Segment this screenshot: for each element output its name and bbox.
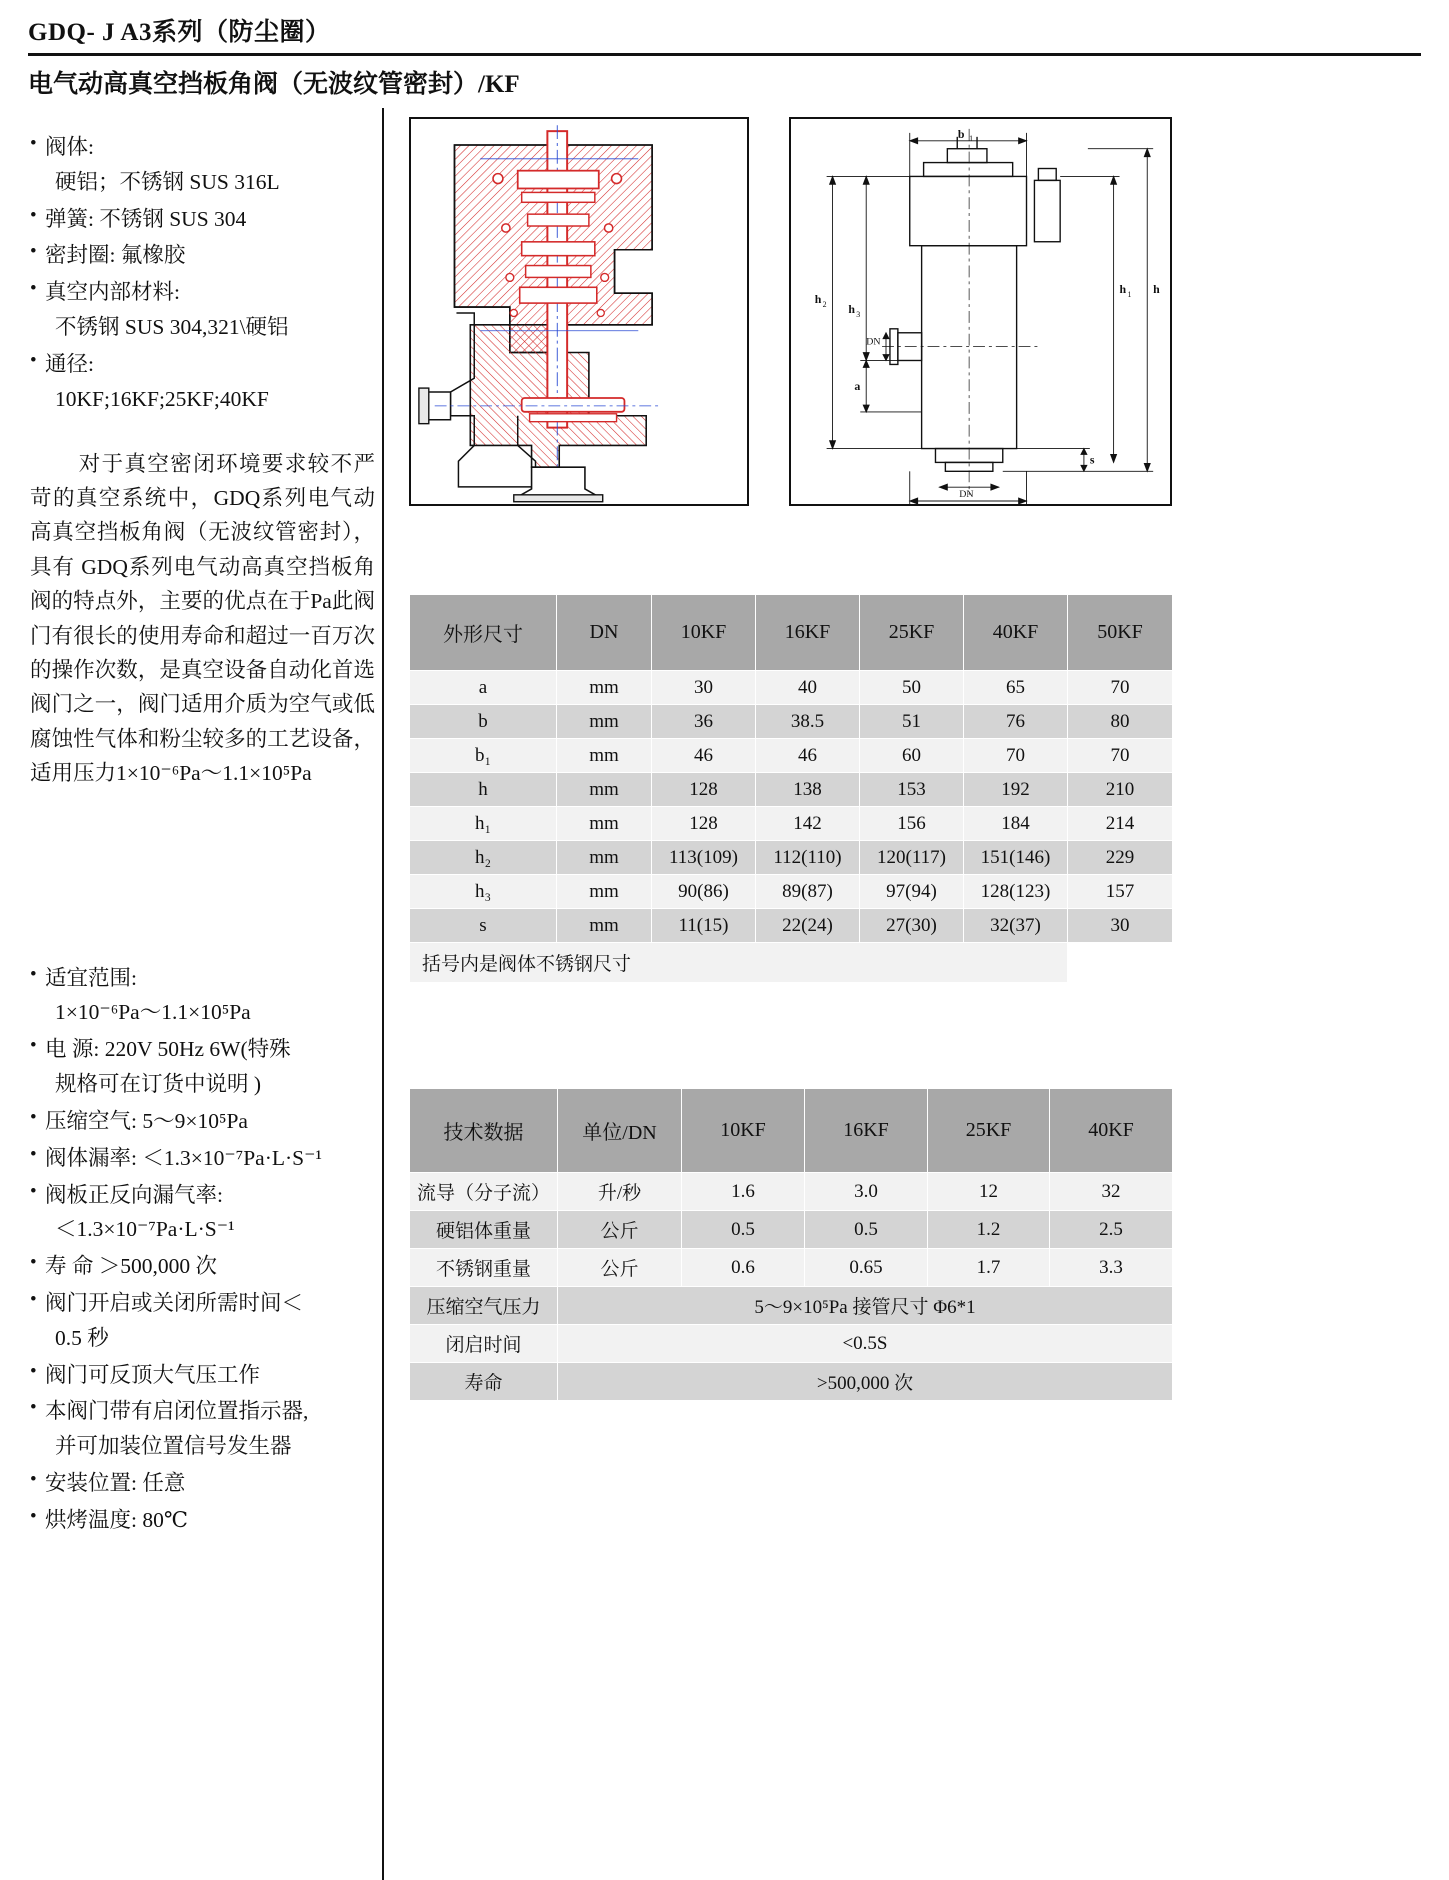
- cell-value: 156: [860, 807, 964, 841]
- cell-value: 30: [652, 671, 756, 705]
- cell-value: 46: [652, 739, 756, 773]
- description-text: 对于真空密闭环境要求较不严苛的真空系统中，GDQ系列电气动高真空挡板角阀（无波纹管密封），具有 GDQ系列电气动高真空挡板角阀的特点外，主要的优点在于Pa此阀门有很长的使用寿命和超过一百万次的操作次数，是真空设备自动化首选阀门之一，阀门适用介质为空气或低腐蚀性气体和粉尘较多的工艺设备，适用压力1×10⁻⁶Pa～1.1×10⁵Pa: [30, 451, 375, 786]
- list-item: [30, 347, 375, 417]
- spec-label: 适宜范围:: [45, 965, 137, 990]
- cell-value: 50: [860, 671, 964, 705]
- note-blank-cell: [1068, 943, 1173, 983]
- cell-value: 128(123): [964, 875, 1068, 909]
- svg-text:h: h: [814, 292, 822, 307]
- col-header-50kf: 50KF: [1068, 595, 1173, 671]
- col-header-name: 外形尺寸: [410, 595, 557, 671]
- cell-value: 80: [1068, 705, 1173, 739]
- valve-cross-section-drawing: [409, 117, 749, 506]
- table-row: [410, 705, 1173, 739]
- table-row: [410, 773, 1173, 807]
- cell-unit: mm: [557, 909, 652, 943]
- table-row: [410, 875, 1173, 909]
- col-header-unit: DN: [557, 595, 652, 671]
- table-row: [410, 1249, 1173, 1287]
- list-item: [30, 275, 375, 345]
- spec-label: 电 源: 220V 50Hz 6W(特殊: [45, 1037, 291, 1062]
- cell-unit: mm: [557, 875, 652, 909]
- cell-value: 2.5: [1050, 1211, 1173, 1249]
- cell-value: 184: [964, 807, 1068, 841]
- spec-label: 安装位置: 任意: [45, 1471, 186, 1496]
- list-item: [30, 202, 375, 237]
- product-description: [30, 447, 375, 791]
- cell-value: 89(87): [756, 875, 860, 909]
- table-row: [410, 807, 1173, 841]
- cell-value: 0.5: [805, 1211, 928, 1249]
- cell-unit: mm: [557, 841, 652, 875]
- cell-value: 229: [1068, 841, 1173, 875]
- svg-text:s: s: [1089, 452, 1095, 467]
- cell-unit: mm: [557, 739, 652, 773]
- spec-label: 阀门可反顶大气压工作: [45, 1362, 261, 1387]
- cell-unit: mm: [557, 807, 652, 841]
- list-item: [30, 1466, 375, 1501]
- spec-label: 通径:: [45, 351, 94, 376]
- cell-value-span: 5～9×10⁵Pa 接管尺寸 Φ6*1: [558, 1287, 1173, 1325]
- cell-value: 157: [1068, 875, 1173, 909]
- svg-text:h: h: [848, 301, 856, 316]
- cell-value: 3.3: [1050, 1249, 1173, 1287]
- svg-text:2: 2: [822, 300, 827, 310]
- cell-value: 60: [860, 739, 964, 773]
- row-label: b: [410, 705, 557, 739]
- row-label: 压缩空气压力: [410, 1287, 558, 1325]
- table-header-row: [410, 1089, 1173, 1173]
- cell-value-span: <0.5S: [558, 1325, 1173, 1363]
- row-label: h₁: [410, 807, 557, 841]
- spec-label: 阀体:: [45, 135, 94, 159]
- row-label: 寿命: [410, 1363, 558, 1401]
- row-label: s: [410, 909, 557, 943]
- cell-value: 210: [1068, 773, 1173, 807]
- column-divider: [382, 108, 384, 1880]
- spec-label: 阀门开启或关闭所需时间＜: [45, 1290, 304, 1315]
- cell-value: 0.5: [682, 1211, 805, 1249]
- cell-value: 120(117): [860, 841, 964, 875]
- spec-detail: 不锈钢 SUS 304,321\硬铝: [55, 315, 289, 340]
- cell-value: 0.6: [682, 1249, 805, 1287]
- cell-value: 46: [756, 739, 860, 773]
- page-header: [28, 12, 1421, 100]
- cell-value: 214: [1068, 807, 1173, 841]
- table-row: [410, 1287, 1173, 1325]
- col-header-10kf: 10KF: [682, 1089, 805, 1173]
- table-row: [410, 1211, 1173, 1249]
- cell-unit: mm: [557, 671, 652, 705]
- spec-detail: 1×10⁻⁶Pa～1.1×10⁵Pa: [55, 1000, 251, 1025]
- cell-value: 70: [964, 739, 1068, 773]
- col-header-25kf: 25KF: [860, 595, 964, 671]
- page-title-sub: 电气动高真空挡板角阀（无波纹管密封）/KF: [28, 71, 520, 98]
- spec-detail: ＜1.3×10⁻⁷Pa·L·S⁻¹: [55, 1217, 235, 1242]
- cell-unit: mm: [557, 705, 652, 739]
- row-label: 流导（分子流）: [410, 1173, 558, 1211]
- table-row: [410, 1363, 1173, 1401]
- list-item: [30, 1249, 375, 1284]
- cell-value: 1.6: [682, 1173, 805, 1211]
- row-label: 闭启时间: [410, 1325, 558, 1363]
- cell-value: 27(30): [860, 909, 964, 943]
- table-row: [410, 841, 1173, 875]
- cell-value: 12: [928, 1173, 1050, 1211]
- cell-value: 32(37): [964, 909, 1068, 943]
- list-item: [30, 130, 375, 200]
- col-header-40kf: 40KF: [1050, 1089, 1173, 1173]
- svg-text:DN: DN: [959, 489, 974, 501]
- cell-value: 3.0: [805, 1173, 928, 1211]
- spec-label: 密封圈: 氟橡胶: [45, 243, 186, 268]
- col-header-16kf: 16KF: [805, 1089, 928, 1173]
- list-item: [30, 1394, 375, 1464]
- cell-value-span: >500,000 次: [558, 1363, 1173, 1401]
- cell-value: 142: [756, 807, 860, 841]
- row-label: 硬铝体重量: [410, 1211, 558, 1249]
- row-label: b₁: [410, 739, 557, 773]
- cell-value: 76: [964, 705, 1068, 739]
- cell-value: 153: [860, 773, 964, 807]
- cell-unit: 公斤: [558, 1211, 682, 1249]
- col-header-10kf: 10KF: [652, 595, 756, 671]
- svg-text:h: h: [1119, 282, 1127, 297]
- table-note: 括号内是阀体不锈钢尺寸: [410, 943, 1068, 983]
- col-header-name: 技术数据: [410, 1089, 558, 1173]
- spec-detail: 0.5 秒: [55, 1325, 109, 1350]
- spec-detail: 规格可在订货中说明 ): [55, 1072, 262, 1097]
- table-row: [410, 909, 1173, 943]
- cell-value: 65: [964, 671, 1068, 705]
- list-item: [30, 1178, 375, 1248]
- cell-value: 1.2: [928, 1211, 1050, 1249]
- list-item: [30, 1503, 375, 1538]
- table-row: [410, 1325, 1173, 1363]
- spacer: [30, 791, 375, 961]
- spec-label: 阀体漏率: ＜1.3×10⁻⁷Pa·L·S⁻¹: [45, 1145, 322, 1170]
- spec-label: 阀板正反向漏气率:: [45, 1182, 223, 1207]
- svg-text:a: a: [854, 379, 861, 394]
- cell-value: 70: [1068, 671, 1173, 705]
- technical-data-table: [409, 1088, 1173, 1401]
- row-label: h₃: [410, 875, 557, 909]
- list-item: [30, 1286, 375, 1356]
- svg-text:DN: DN: [866, 336, 881, 348]
- page-title-main: GDQ- J A3系列（防尘圈）: [28, 12, 1421, 56]
- spec-detail: 10KF;16KF;25KF;40KF: [55, 386, 269, 411]
- cell-value: 0.65: [805, 1249, 928, 1287]
- svg-text:1: 1: [1127, 290, 1132, 300]
- list-item: [30, 1032, 375, 1102]
- svg-text:3: 3: [856, 309, 861, 319]
- col-header-unit: 单位/DN: [558, 1089, 682, 1173]
- spec-label: 寿 命 ＞500,000 次: [45, 1254, 218, 1279]
- list-item: [30, 1104, 375, 1139]
- cell-value: 36: [652, 705, 756, 739]
- cell-value: 113(109): [652, 841, 756, 875]
- spec-label: 真空内部材料:: [45, 280, 180, 305]
- valve-dimension-drawing: [789, 117, 1172, 506]
- cell-unit: mm: [557, 773, 652, 807]
- cell-value: 128: [652, 773, 756, 807]
- cell-value: 112(110): [756, 841, 860, 875]
- spec-label: 弹簧: 不锈钢 SUS 304: [45, 206, 247, 231]
- svg-text:1: 1: [969, 133, 974, 143]
- spec-detail: 硬铝；不锈钢 SUS 316L: [55, 169, 280, 194]
- col-header-16kf: 16KF: [756, 595, 860, 671]
- cell-unit: 升/秒: [558, 1173, 682, 1211]
- cell-value: 32: [1050, 1173, 1173, 1211]
- svg-text:h: h: [1153, 282, 1160, 297]
- cell-unit: 公斤: [558, 1249, 682, 1287]
- table-row: [410, 739, 1173, 773]
- cell-value: 40: [756, 671, 860, 705]
- svg-text:b: b: [957, 126, 965, 141]
- performance-spec-list: [30, 961, 375, 1538]
- cell-value: 22(24): [756, 909, 860, 943]
- dimensions-table: [409, 594, 1173, 983]
- cell-value: 151(146): [964, 841, 1068, 875]
- spec-label: 本阀门带有启闭位置指示器,: [45, 1399, 309, 1424]
- cell-value: 70: [1068, 739, 1173, 773]
- cell-value: 11(15): [652, 909, 756, 943]
- material-spec-list: [30, 130, 375, 417]
- cell-value: 38.5: [756, 705, 860, 739]
- row-label: 不锈钢重量: [410, 1249, 558, 1287]
- left-specification-column: [30, 130, 375, 1540]
- spec-label: 压缩空气: 5～9×10⁵Pa: [45, 1108, 248, 1133]
- table-row: [410, 1173, 1173, 1211]
- spec-detail: 并可加装位置信号发生器: [55, 1434, 292, 1459]
- cell-value: 51: [860, 705, 964, 739]
- row-label: h: [410, 773, 557, 807]
- cell-value: 138: [756, 773, 860, 807]
- list-item: [30, 961, 375, 1031]
- table-note-row: [410, 943, 1173, 983]
- list-item: [30, 1141, 375, 1176]
- cell-value: 192: [964, 773, 1068, 807]
- spec-label: 烘烤温度: 80℃: [45, 1507, 188, 1532]
- cell-value: 1.7: [928, 1249, 1050, 1287]
- list-item: [30, 238, 375, 273]
- cell-value: 30: [1068, 909, 1173, 943]
- row-label: a: [410, 671, 557, 705]
- col-header-25kf: 25KF: [928, 1089, 1050, 1173]
- cell-value: 128: [652, 807, 756, 841]
- cell-value: 90(86): [652, 875, 756, 909]
- table-row: [410, 671, 1173, 705]
- cell-value: 97(94): [860, 875, 964, 909]
- row-label: h₂: [410, 841, 557, 875]
- table-header-row: [410, 595, 1173, 671]
- list-item: [30, 1358, 375, 1393]
- col-header-40kf: 40KF: [964, 595, 1068, 671]
